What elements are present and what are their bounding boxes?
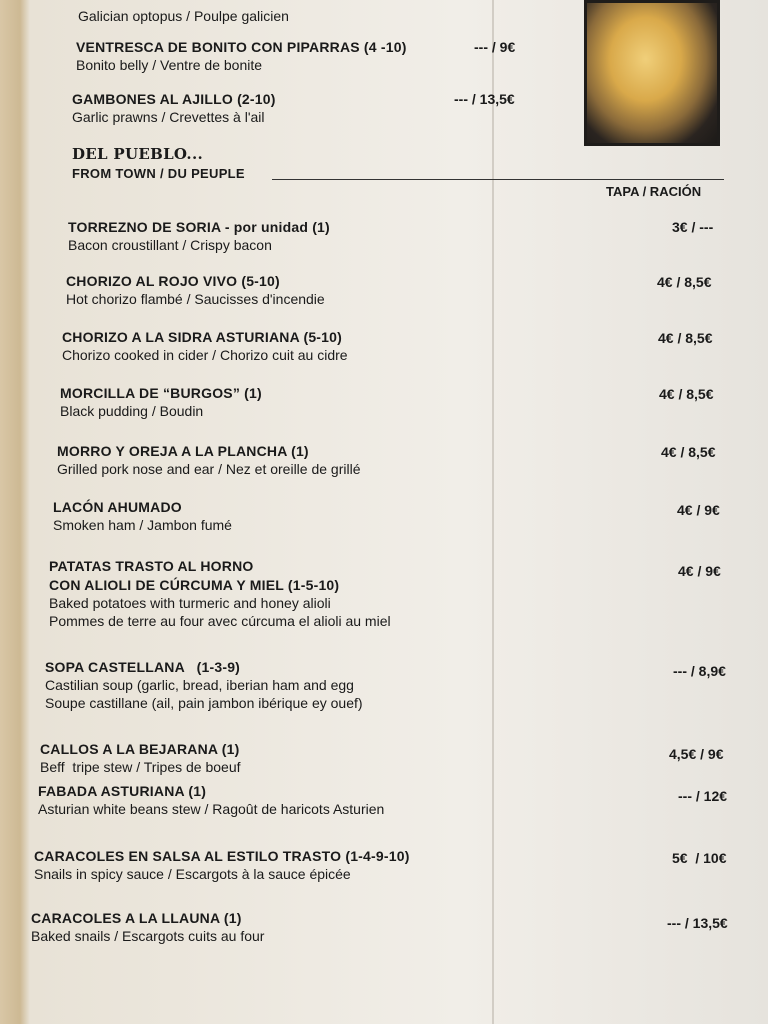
menu-item-lacon — [53, 499, 232, 533]
item-price: --- / 8,9€ — [673, 663, 726, 679]
item-description: Beff tripe stew / Tripes de boeuf — [40, 759, 241, 775]
price-column-header: TAPA / RACIÓN — [606, 184, 702, 199]
food-photo — [584, 0, 720, 146]
item-price: 4€ / 8,5€ — [657, 274, 712, 290]
item-description: Bonito belly / Ventre de bonite — [76, 57, 263, 73]
item-name: CHORIZO A LA SIDRA ASTURIANA (5-10) — [62, 329, 342, 345]
menu-item-gambones — [72, 91, 276, 125]
item-description: Black pudding / Boudin — [60, 403, 204, 419]
item-name-line2: CON ALIOLI DE CÚRCUMA Y MIEL (1-5-10) — [49, 577, 340, 593]
item-price: 4€ / 8,5€ — [661, 444, 716, 460]
item-description: Castilian soup (garlic, bread, iberian ham and egg — [45, 677, 354, 693]
item-name: MORCILLA DE “BURGOS” (1) — [60, 385, 262, 401]
item-description: Asturian white beans stew / Ragoût de haricots Asturien — [38, 801, 385, 817]
menu-item-octopus — [78, 6, 289, 24]
item-price: --- / 9€ — [474, 39, 516, 55]
item-name: FABADA ASTURIANA (1) — [38, 783, 207, 799]
item-name: PATATAS TRASTO AL HORNO — [49, 558, 254, 574]
menu-item-sopa — [45, 659, 363, 711]
item-price: 5€ / 10€ — [672, 850, 727, 866]
item-description: Garlic prawns / Crevettes à l'ail — [72, 109, 265, 125]
item-name: CARACOLES EN SALSA AL ESTILO TRASTO (1-4-9-10) — [34, 848, 410, 864]
menu-item-fabada — [38, 783, 384, 817]
item-description: Bacon croustillant / Crispy bacon — [68, 237, 272, 253]
item-description: Hot chorizo flambé / Saucisses d'incendie — [66, 291, 325, 307]
item-price: 4,5€ / 9€ — [669, 746, 724, 762]
menu-item-morcilla — [60, 385, 262, 419]
section-subtitle: FROM TOWN / DU PEUPLE — [72, 166, 245, 181]
menu-item-morro-oreja — [57, 443, 361, 477]
menu-item-ventresca — [76, 39, 407, 73]
item-description: Snails in spicy sauce / Escargots à la sauce épicée — [34, 866, 351, 882]
item-name: GAMBONES AL AJILLO (2-10) — [72, 91, 276, 107]
item-description: Grilled pork nose and ear / Nez et oreille de grillé — [57, 461, 361, 477]
item-price: 3€ / --- — [672, 219, 714, 235]
item-price: --- / 13,5€ — [667, 915, 728, 931]
menu-item-chorizo-sidra — [62, 329, 348, 363]
item-description: Galician optopus / Poulpe galicien — [78, 8, 289, 24]
section-divider — [272, 179, 724, 180]
menu-item-callos — [40, 741, 241, 775]
menu-item-caracoles-llauna — [31, 910, 264, 944]
item-description: Chorizo cooked in cider / Chorizo cuit au cidre — [62, 347, 348, 363]
item-description: Baked snails / Escargots cuits au four — [31, 928, 265, 944]
menu-item-caracoles-salsa — [34, 848, 410, 882]
menu-item-chorizo-rojo — [66, 273, 325, 307]
item-description-line2: Soupe castillane (ail, pain jambon ibérique ey ouef) — [45, 695, 363, 711]
menu-item-patatas — [49, 558, 391, 629]
item-description: Smoken ham / Jambon fumé — [53, 517, 232, 533]
item-price: --- / 12€ — [678, 788, 728, 804]
wood-plank-seam — [492, 0, 494, 1024]
item-price: 4€ / 9€ — [678, 563, 721, 579]
section-title: DEL PUEBLO... — [72, 145, 203, 163]
item-name: CALLOS A LA BEJARANA (1) — [40, 741, 240, 757]
item-description: Baked potatoes with turmeric and honey alioli — [49, 595, 331, 611]
item-name: SOPA CASTELLANA (1-3-9) — [45, 659, 241, 675]
item-price: 4€ / 8,5€ — [659, 386, 714, 402]
item-name: CARACOLES A LA LLAUNA (1) — [31, 910, 242, 926]
item-name: VENTRESCA DE BONITO CON PIPARRAS (4 -10) — [76, 39, 407, 55]
item-price: 4€ / 9€ — [677, 502, 720, 518]
item-description-line2: Pommes de terre au four avec cúrcuma el alioli au miel — [49, 613, 391, 629]
item-name: TORREZNO DE SORIA - por unidad (1) — [68, 219, 330, 235]
item-name: MORRO Y OREJA A LA PLANCHA (1) — [57, 443, 309, 459]
item-name: LACÓN AHUMADO — [53, 499, 182, 515]
item-price: 4€ / 8,5€ — [658, 330, 713, 346]
item-price: --- / 13,5€ — [454, 91, 515, 107]
item-name: CHORIZO AL ROJO VIVO (5-10) — [66, 273, 280, 289]
menu-item-torrezno — [68, 219, 330, 253]
